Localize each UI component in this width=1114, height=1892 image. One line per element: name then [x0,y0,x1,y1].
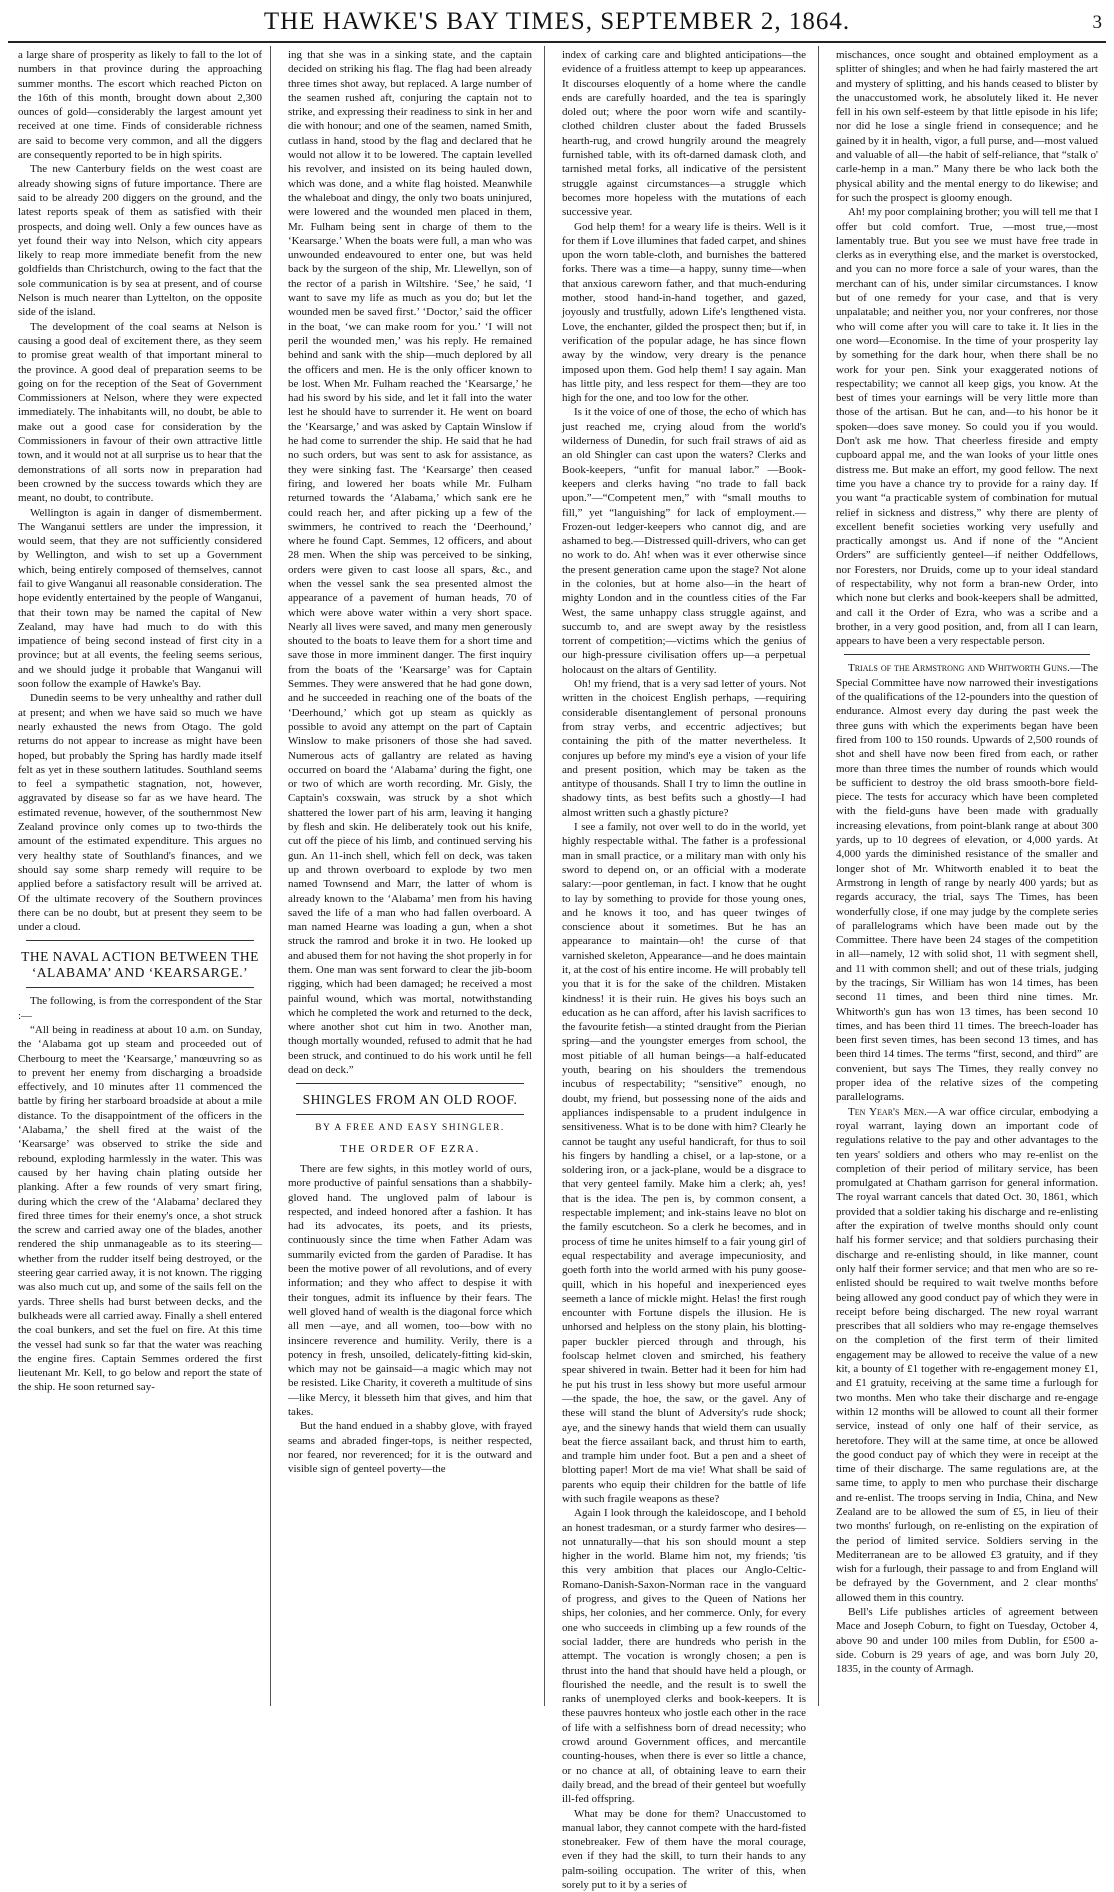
subheading: THE ORDER OF EZRA. [340,1142,480,1155]
paragraph: Oh! my friend, that is a very sad letter of yours. Not written in the choicest English perhaps, —requiring considerable disentanglement of personal pronouns from stray verbs, and eccentric adjectives; but containing the pith of the matter nevertheless. It conjures up before my mind's eye a vision of your life and present position, which may be taken as the antitype of thousands. Shall I try to limn the outline in shadowy tints, as best befits such a ghostly—I had almost written such a ghastly picture? [562,678,806,819]
news-item [836,1105,1098,1605]
newspaper-title: THE HAWKE'S BAY TIMES, SEPTEMBER 2, 1864. [263,8,851,35]
section-rule [296,1114,524,1115]
paragraph: Is it the voice of one of those, the echo of which has just reached me, crying aloud from the world's wilderness of Dunedin, for such frail straws of aid as an old Shingler can cast upon the waters? Clerks and Book-keepers, “unfit for manual labor.” —Book-keepers and clerks having “no trade to fall back upon.”—“Competent men,” with “small mouths to fill,” yet “languishing” for lack of employment.—Frozen-out ledger-keepers who cannot dig, and are ashamed to beg.—Distressed quill-drivers, who can get no work to do. Ah! when was it ever otherwise since the present generation came upon the stage? Not alone in the colonies, but at home also—in the heart of mighty London and in the countless cities of the Far West, the same unhappy class struggle against, and succumb to, and are swept away by the resistless torrent of competition;—victims which the genius of our high-pressure civilisation offers up—a perpetual holocaust on the altars of Gentility. [562,406,806,676]
paragraph: mischances, once sought and obtained employment as a splitter of shingles; and when he had fairly mastered the art and mystery of splitting, and his hands ceased to blister by the unaccustomed work, he absolutely liked it. He never fell in his own self-esteem by that little episode in his life; nor did he lose a single friend in consequence; and he gained by it in health, vigor, a full purse, and—most valued and valuable of all—the habit of self-reliance, that “stalk o' carle-hemp in a man.” Many there be who lack both the physical ability and the mental energy to do likewise; and for such the prospect is gloomy enough. [836,49,1098,204]
page-number: 3 [1092,12,1102,33]
paragraph: Ah! my poor complaining brother; you will tell me that I offer but cold comfort. True, —most true,—most lamentably true. But you see we must have free trade in clerks as in everything else, and the market is overstocked, and you can no more force a sale of your wares, than the merchant can of his, under similar circumstances. I know but of one remedy for your case, and that is very unpalatable; and neither you, nor your confreres, nor those who will come after you will care to take it. It lies in the one word—Economise. In the time of your prosperity lay by something for the dark hour, when there shall be no work for your pen. Sink your exaggerated notions of respectability; we cannot all keep gigs, you know. At the best of times your earnings will be very little more than those of the artisan. But he can, and—to his honor be it spoken—does save money. So could you if you would. Don't ask me how. That cheerless fireside and empty cupboard appal me, and the wan looks of your little ones distress me. But make an effort, my good fellow. The next time you have a chance try to provide for a rainy day. If you want “a practicable system of combination for mutual relief in sickness and distress,” why there are plenty of excellent benefit societies working very usefully and practically amongst us. And if none of the “Ancient Orders” are sufficiently genteel—if neither Oddfellows, nor Foresters, nor Druids, come up to your ideal standard of respectability, why not form a bran-new Order, into which none but clerks and book-keepers shall be admitted, and call it the Order of Ezra, who was a scribe and a brother, in a very good position, and, from all I can learn, appears to have been a very respectable person. [836,206,1098,648]
paragraph: I see a family, not over well to do in the world, yet highly respectable withal. The father is a professional man in small practice, or a military man with only his sword to depend on, or an official with a moderate salary:—poor gentleman, in fact. I know that he ought to lay by something to provide for those young ones, and he knows it too, and has queer twinges of conscience about it sometimes. But he has an appearance to maintain—oh! the curse of that varnished skeleton, Appearance—and he does maintain it, at the cost of his entire income. He will probably tell you that it is for the sake of the children. Mistaken kindness! it is their ruin. He gives his boys such an education as he can afford, after his lavish sacrifices to the favourite fetish—a stinted draught from the Pierian spring—and the youngster emerges from school, the most pitiable of all human beings—a half-educated youth, bearing on his shoulders the tremendous incubus of respectability; “sensitive” enough, no doubt, my friend, but possessing none of the aids and appliances indispensable to a prudent indulgence in sensitiveness. What is to be done with him? Clearly he cannot be taught any useful handicraft, for thus to soil his fingers by handling a chisel, or a lap-stone, or a soldering iron, or a jack-plane, would be a disgrace to that very genteel family. Make him a clerk; ah, yes! that is the idea. The pen is, by common consent, a respectable implement; and ink-stains leave no blot on the family escutcheon. So a clerk he becomes, and in process of time he unites himself to a fair young girl of equal respectability and average impecuniosity, and goeth forth into the world armed with his puny goose-quill, which in his hopeful and inexperienced eyes seemeth a lance of mickle might. Helas! the first rough encounter with Fortune dispels the illusion. He is unhorsed and helpless on the stony plain, his blotting-paper buckler pierced through and through, his foolscap helmet cloven and smirched, his feathery spear shivered in twain. Better had it been for him had he put his trust in less showy but more useful armour—the spade, the hoe, the saw, or the gavel. Any of these will stand the blunt of Adversity's rude shock; aye, and the sinewy hands that wield them can usually beat the fierce assailant back, and thrust him to earth, and trample him under foot. But a pen and a sheet of blotting paper! Mort de ma vie! What shall be said of parents who equip their children for the battle of life with such fragile weapons as these? [562,821,806,1505]
article-headline: THE NAVAL ACTION BETWEEN THE ‘ALABAMA’ AND ‘KEARSARGE.’ [21,949,259,981]
column-3 [562,48,806,1891]
news-item-lead: Trials of the Armstrong and Whitworth Guns. [848,662,1070,675]
paragraph: What may be done for them? Unaccustomed to manual labor, they cannot compete with the hard-fisted stonebreaker. Few of them have the moral courage, even if they had the skill, to turn their hands to any palm-soiling occupation. The writer of this, when sorely put to it by a series of [562,1807,806,1891]
column-divider [818,46,819,1706]
article-intro: The following, is from the correspondent of the Star :— [18,995,262,1022]
paragraph: Wellington is again in danger of dismemberment. The Wanganui settlers are under the impression, it would seem, that they are not sufficiently considered by Wellington, and wish to set up a Government which, being entirely composed of themselves, cannot fail to give Wanganui all reasonable consideration. The hope evidently entertained by the people of Wanganui, that their town may be named the capital of New Zealand, may have had much to do with this impatience of being second instead of first city in a province; but at all events, the feeling seems serious, and we should judge it probable that Wanganui will soon follow the example of Hawke's Bay. [18,506,262,691]
section-rule [26,987,254,988]
column-2 [288,48,532,1703]
news-item [836,1605,1098,1676]
section-rule [296,1083,524,1084]
paragraph: ing that she was in a sinking state, and the captain decided on striking his flag. The flag had been already three times shot away, but replaced. A large number of the seamen rushed aft, conjuring the captain not to strike, and expressing their readiness to sink in her and die with honour; and one of the seamen, named Smith, cutlass in hand, stood by the flag and declared that he would not allow it to be lowered. The captain levelled his revolver, and insisted on its being hauled down, which was done, and a white flag hoisted. Meanwhile the whaleboat and dingy, the only two boats uninjured, were lowered and the wounded men placed in them, Mr. Fulham being sent in charge of them to the ‘Kearsarge.’ When the boats were full, a man who was unwounded endeavoured to enter one, but was held back by the surgeon of the ship, Mr. Llewellyn, son of the rector of a parish in Wiltshire. ‘See,’ he said, ‘I want to save my life as much as you do; but let the wounded men be saved first.’ ‘Doctor,’ said the officer in the boat, ‘we can make room for you.’ ‘I will not peril the wounded men,’ was his reply. He remained behind and sank with the ship—much deplored by all the officers and men. He is the only officer known to be lost. When Mr. Fulham reached the ‘Kearsarge,’ he had his sword by his side, and let it fall into the water lest he should have to surrender it. He went on board the ‘Kearsarge,’ and was asked by Captain Winslow if he had come to surrender the ship. He said that he had no such orders, but was sent to ask for assistance, as they were sinking fast. The ‘Kearsarge’ then ceased firing, and lowered her boats while Mr. Fulham returned towards the ‘Alabama,’ which sank ere he could reach her, and after picking up a few of the swimmers, he contrived to reach the ‘Deerhound,’ where he found Capt. Semmes, 12 officers, and about 28 men. When the ship was perceived to be sinking, orders were given to cast loose all spars, &c., and when the vessel sank the sea presented almost the appearance of a pavement of human heads, 70 of which were above water within a very short space. Nearly all lives were saved, and many men generously shouted to the boats to leave them for a short time and save those in more imminent danger. The first inquiry from the boats of the ‘Kearsarge’ was for Captain Semmes. They were answered that he had gone down, and he succeeded in reaching one of the boats of the ‘Deerhound,’ which got up steam as quickly as possible to avoid any attempt on the part of Captain Winslow to make prisoners of those she had saved. Numerous acts of gallantry are related as having occurred on board the ‘Alabama’ during the fight, one or two of which are worth recording. Mr. Gisly, the Captain's coxswain, was struck by a shot which shattered the lower part of his arm, leaving it hanging by flesh and skin. He deliberately took out his knife, cut off the piece of his limb, and continued serving his gun. An 11-inch shell, which fell on deck, was taken up and thrown overboard to explode by two men named Townsend and Marr, the latter of whom is already known to the ‘Alabama’ men from his having saved the life of a man who had fallen overboard. A man named Hearne was loading a gun, when a shot struck the ramrod and broke it in two. He looked up and abused them for not having the shot properly in for them. One man was sent forward to clear the jib-boom rigging, which had been damaged; he received a most painful wound, which was mortal, notwithstanding which he completed the work and returned to the deck, where another shot cut him in two. Another man, though mortally wounded, refused to admit that he had been struck, and continued to do his work until he fell dead on deck.” [288,49,532,1077]
column-4 [836,48,1098,1703]
paragraph: God help them! for a weary life is theirs. Well is it for them if Love illumines that faded carpet, and shines upon the worn table-cloth, and burnishes the battered forks. There was a time—a happy, sunny time—when that anxious careworn father, and that much-enduring mother, stood hand-in-hand together, and gazed, joyously and trustfully, adown Life's lengthened vista. Love, the enchanter, gilded the prospect then; but if, in verification of the popular adage, he has since flown away by the window, very dreary is the penance imposed upon them. God help them! I say again. Man has little pity, and less respect for them—they are too high for the one, and too low for the other. [562,220,806,405]
paragraph: There are few sights, in this motley world of ours, more productive of painful sensations than a shabbily-gloved hand. The ungloved palm of labour is respected, and indeed honored after a fashion. It has had its advocates, its poets, and its priests, continuously since the time when Father Adam was summarily evicted from the garden of Paradise. It has been the motive power of all revolutions, and of every information; and they who affect to despise it with their tongues, admit its influence by their fears. The well gloved hand of wealth is the diagonal force which all men —aye, and all women, too—bow with no insincere reverence and humility. Verily, there is a potency in fresh, unsoiled, delicately-fitting kid-skin, which may not be gainsaid—a magic which may not be resisted. Like Charity, it covereth a multitude of sins—like Mercy, it blesseth him that gives, and him that takes. [288,1162,532,1419]
paragraph: “All being in readiness at about 10 a.m. on Sunday, the ‘Alabama got up steam and proceeded out of Cherbourg to meet the ‘Kearsarge,’ manœuvring so as to prevent her enemy from discharging a broadside effectively, and 10 minutes after 11 commenced the battle by firing her starboard broadside at about a mile distance. To the disappointment of the officers in the ‘Alabama,’ the shell fired at the waist of the ‘Kearsarge’ was observed to strike the side and rebound, exploding harmlessly in the water. This was caused by her having chain plating outside her planking. After a few rounds of very smart firing, during which the crew of the ‘Alabama’ declared they fired three times for their enemy's once, a shot struck the screw and carried away one of the blades, another rendered the ship unmanageable as to its steering—whether from the rudder itself being destroyed, or the steering gear carried away, it is not known. The rigging was also much cut up, and some of the sails fell on the yards. Three shells had burst between decks, and the bulkheads were all carried away. Finally a shell entered the coal bunkers, and set the fuel on fire. At this time the vessel had sunk so far that the water was reaching the engine fires. Captain Semmes ordered the first lieutenant Mr. Kell, to go below and report the state of the ship. He soon returned say- [18,1024,262,1394]
byline: BY A FREE AND EASY SHINGLER. [315,1123,505,1134]
news-item [836,661,1098,1104]
paragraph: The development of the coal seams at Nelson is causing a good deal of excitement there, as they seem to promise great wealth of that important mineral to the province. A good deal of preparation seems to be going on for the reception of the Seat of Government Commissioners at Nelson, where they were expected immediately. The inhabitants will, no doubt, be able to make out a good case for consideration by the Commissioners in favour of their own attractive little town, and it would not at all surprise us to hear that the demonstrations of all sorts now in preparation had been crowned by the success towards which they are meant, no doubt, to contribute. [18,320,262,505]
paragraph: Again I look through the kaleidoscope, and I behold an honest tradesman, or a sturdy farmer who desires—not unnaturally—that his son should mount a step higher in the world. Blame him not, my friends; 'tis this very ambition that places our Anglo-Celtic-Romano-Danish-Saxon-Norman race in the vanguard of progress, and gives to the Queen of Nations her ships, her colonies, and her commerce. Only, for every one who succeeds in climbing up a few rounds of the social ladder, there are hundreds who perish in the attempt. The vocation is wrongly chosen; a pen is thrust into the hand that should have held a plough, or flourished the needle, and the result is to swell the ranks of unemployed clerks and book-keepers. It is these pauvres honteux who jostle each other in the race of life with a selfishness born of dread necessity; who crowd around Government offices, and mercantile counting-houses, when there is ever so little a chance, or no chance at all, of obtaining leave to earn their daily bread, and the bread of their genteel but woefully ill-fed offspring. [562,1507,806,1806]
paragraph: Dunedin seems to be very unhealthy and rather dull at present; and when we have said so much we have nearly exhausted the news from Otago. The gold returns do not appear to increase as might have been hoped, but probably the Spring has hardly made itself felt as yet in these southern latitudes. Southland seems to feel a sympathetic stagnation, not, however, aggravated by disease so far as we have heard. The estimated revenue, however, of the southernmost New Zealand province only comes up to two-thirds the amount of the estimated expenditure. This argues no very healthy state of Southland's finances, and we should say some sharp remedy will require to be applied before a satisfactory result will be arrived at. Of the ultimate recovery of the Southern provinces there can be no doubt, but at present they seem to be under a cloud. [18,692,262,934]
paragraph: The new Canterbury fields on the west coast are already showing signs of future importance. There are said to be already 200 diggers on the ground, and the latest reports speak of them as satisfied with their prospects, and doing well. Only a few ounces have as yet found their way into Nelson, which city appears likely to reap more immediate benefit from the new goldfields than Christchurch, owing to the fact that the sole communication is by sea at present, and of course Nelson is much nearer than Lyttelton, on the opposite side of the island. [18,163,262,319]
column-1 [18,48,262,1703]
paragraph: a large share of prosperity as likely to fall to the lot of numbers in that province during the approaching summer months. The escort which reached Picton on the 16th of this month, brought down about 2,300 ounces of gold—considerably the largest amount yet received at one time. Finds of considerable richness are said to become very common, and all the diggers are consequently reported to be in high spirits. [18,49,262,162]
article-headline: SHINGLES FROM AN OLD ROOF. [302,1092,518,1108]
section-rule [26,940,254,941]
news-item-text: —The Special Committee have now narrowed their investigations of the qualifications of the 12-pounders into the question of endurance. Almost every day during the past week the three guns with which the experiments began have been fired from 100 to 150 rounds. Upwards of 2,500 rounds of shot and shell have now been fired from each, or rather more than three times the number of rounds which would be sufficient to destroy the old brass smooth-bore field-piece. The tests for accuracy which have been completed with the field-guns have been made with gradually increasing elevations, from point-blank range at about 300 yards, up to 10 degrees of elevation, or 4,000 yards. At 4,000 yards the diminished resistance of the smaller and longer shot of Mr. Whitworth enabled it to beat the Armstrong in length of range by nearly 400 yards; but as regards accuracy, the trial, says The Times, has been wonderfully close, if one may judge by the complete series of parallelograms which have been made out by the Committee. There have been 24 stages of the competition in all—namely, 12 with solid shot, 11 with segment shell, and 11 with common shell; and out of these trials, judging by the tracings, Sir William has won 14 times, has been second 11 times, and been third nine times. Mr. Whitworth's gun has won 13 times, has been second 10 times, and has been third 11 times. The breech-loader has been first seven times, has been second 13 times, and has been third 14 times. The terms “first, second, and third” are convenient, but says The Times, they really convey no proper idea of the relative sizes of the competing parallelograms. [836,662,1098,1104]
paragraph: index of carking care and blighted anticipations—the evidence of a fruitless attempt to keep up appearances. It discourses eloquently of a home where the candle ends are carefully hoarded, and the tea is sparingly doled out; where the poor worn wife and scantily-clothed children cluster about the faded Brussels hearth-rug, and crowd hungrily around the meagrely furnished table, with its oft-darned damask cloth, and tarnished metal forks, all indicative of the persistent struggle against circumstances—a struggle which becomes more hopeless with the mutations of each successive year. [562,49,806,219]
masthead-rule [8,41,1106,43]
section-rule [844,654,1090,655]
column-divider [544,46,545,1706]
paragraph: But the hand endued in a shabby glove, with frayed seams and abraded finger-tops, is neither respected, nor feared, nor reverenced; for it is the outward and visible sign of genteel poverty—the [288,1420,532,1476]
news-item-text: Bell's Life publishes articles of agreement between Mace and Joseph Coburn, to fight on Tuesday, October 4, above 90 and under 100 miles from Dublin, for £500 a-side. Coburn is 29 years of age, and was born July 20, 1835, in the county of Armagh. [836,1606,1098,1676]
masthead [0,0,1114,44]
news-item-lead: Ten Year's Men. [848,1105,927,1118]
column-divider [270,46,271,1706]
news-item-text: —A war office circular, embodying a royal warrant, laying down an important code of regulations relative to the pay and other advantages to the ten years' soldiers and others who may re-enlist on the completion of their period of military service, has been promulgated at Chatham garrison for general information. The royal warrant cancels that dated Oct. 30, 1861, which provided that a soldier taking his discharge and re-enlisting after the expiration of twelve months should only count half his former service; and that soldiers purchasing their discharge and re-enlisting should, in like manner, count only half their former service; and that men who are so re-enlisted should be required to wait twelve months before being allowed any good conduct pay of which they were in receipt before being discharged. The new royal warrant prescribes that all soldiers who may re-engage themselves on the completion of the first term of their limited engagement may be allowed to receive the value of a new kit, a bounty of £1 together with re-engagement money £1, and £1 gratuity, receiving at the same time a furlough for two months. Men who take their discharge and re-engage within 12 months will be allowed to count all their former service, instead of only one half of their service, as heretofore. They will at the same time, at once be allowed the good conduct pay of which they were in receipt at the time of their discharge. The same regulations are, at the same time, to apply to men who purchase their discharge and re-enlist. The troops serving in India, China, and New Zealand are to be allowed the sum of £5, in lieu of their two months' furlough, on re-enlisting on the expiration of the period of limited service. Soldiers serving in the Mediterranean are to be allowed £3 gratuity, and if they wish for a furlough, their passage to and from England will be defrayed by the Government, and 2 clear months' allowed them in this country. [836,1105,1099,1604]
